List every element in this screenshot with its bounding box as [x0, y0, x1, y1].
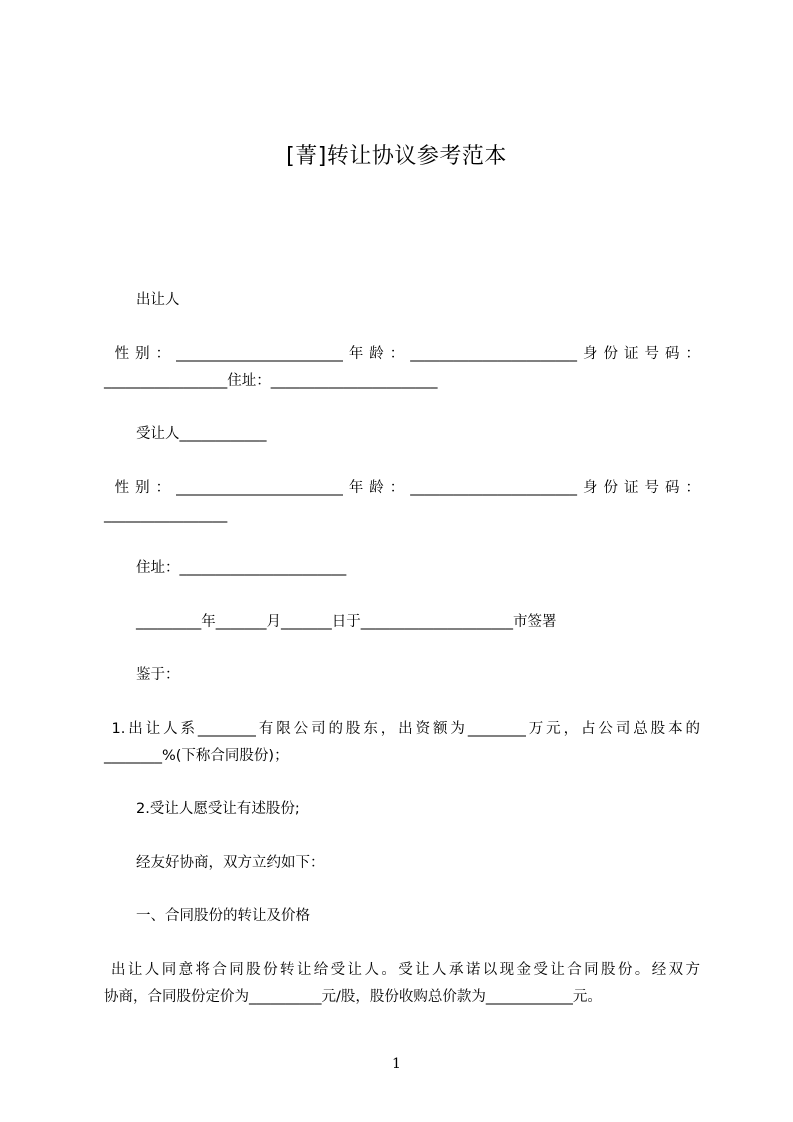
recital-2: 2.受让人愿受让有述股份; [136, 801, 300, 817]
signing-date-place: _________年_______月_______日于_____________________市签署 [136, 614, 557, 630]
transferee-heading: 受让人____________ [136, 426, 267, 442]
transferor-info-line-1: 性别：_______________________年龄：_______________________身份证号码： [104, 346, 700, 362]
transferor-info-line-2: _________________住址：_______________________ [104, 373, 438, 389]
document-title: [菁]转让协议参考范本 [286, 144, 507, 169]
section-1-heading: 一、合同股份的转让及价格 [136, 908, 310, 924]
recital-1-line-2: ________%(下称合同股份)； [104, 748, 289, 764]
section-1-paragraph-line-1: 出让人同意将合同股份转让给受让人。受让人承诺以现金受让合同股份。经双方 [104, 962, 700, 978]
transferee-info-line-1: 性别：_______________________年龄：_______________________身份证号码： [104, 480, 700, 496]
transferee-info-line-2: _________________ [104, 507, 228, 523]
page-number: 1 [392, 1056, 401, 1072]
agreement-intro: 经友好协商，双方立约如下： [136, 855, 325, 871]
section-1-paragraph-line-2: 协商，合同股份定价为__________元/股，股份收购总价款为____________元。 [104, 989, 602, 1005]
transferee-address: 住址：_______________________ [136, 560, 347, 576]
transferor-heading: 出让人 [136, 292, 180, 308]
whereas-label: 鉴于： [136, 667, 180, 683]
recital-1-line-1: 1.出让人系________有限公司的股东，出资额为________万元，占公司总股本的 [104, 721, 700, 737]
